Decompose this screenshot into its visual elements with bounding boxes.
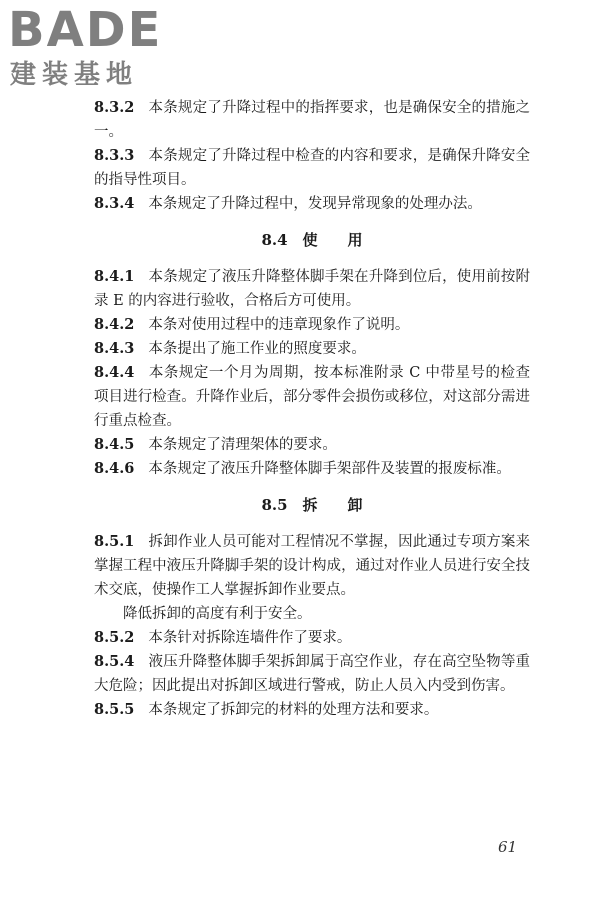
clause-paragraph [94, 337, 530, 361]
clause-text: 拆卸作业人员可能对工程情况不掌握，因此通过专项方案来掌握工程中液压升降脚手架的设计构成，通过对作业人员进行安全技术交底，使操作工人掌握拆卸作业要点。 [94, 534, 530, 598]
clause-number: 8.5.4 [94, 653, 135, 670]
paragraph: 降低拆卸的高度有利于安全。 [123, 606, 312, 622]
clause-paragraph [94, 313, 530, 337]
clause-paragraph [94, 626, 530, 650]
clause-paragraph [94, 457, 530, 481]
clause-text: 本条规定了升降过程中检查的内容和要求，是确保升降安全的指导性项目。 [94, 148, 530, 188]
clause-paragraph [94, 698, 530, 722]
document-body [94, 96, 530, 722]
clause-text: 本条规定了液压升降整体脚手架在升降到位后，使用前按附录 E 的内容进行验收，合格后方可使用。 [94, 269, 530, 309]
clause-number: 8.4.1 [94, 268, 135, 285]
clause-number: 8.5.1 [94, 533, 135, 550]
clause-number: 8.5.5 [94, 701, 135, 718]
clause-number: 8.3.4 [94, 195, 135, 212]
page-number: 61 [498, 838, 518, 856]
logo-latin-text: BADE [8, 2, 163, 58]
clause-number: 8.4.4 [94, 364, 135, 381]
clause-paragraph [94, 361, 530, 433]
bade-logo [8, 4, 178, 94]
clause-text: 本条规定了液压升降整体脚手架部件及装置的报废标准。 [148, 461, 511, 477]
clause-number: 8.4.6 [94, 460, 135, 477]
clause-text: 本条提出了施工作业的照度要求。 [148, 341, 366, 357]
clause-text: 本条规定了清理架体的要求。 [148, 437, 337, 453]
clause-paragraph [94, 530, 530, 602]
clause-text: 本条规定一个月为周期，按本标准附录 C 中带星号的检查项目进行检查。升降作业后，部分零件会损伤或移位，对这部分需进行重点检查。 [94, 365, 530, 429]
clause-text: 本条对使用过程中的违章现象作了说明。 [148, 317, 410, 333]
clause-text: 液压升降整体脚手架拆卸属于高空作业，存在高空坠物等重大危险；因此提出对拆卸区域进行警戒，防止人员入内受到伤害。 [94, 654, 530, 694]
clause-paragraph [94, 144, 530, 192]
clause-number: 8.4.5 [94, 436, 135, 453]
clause-number: 8.3.2 [94, 99, 135, 116]
clause-paragraph [94, 96, 530, 144]
clause-paragraph [94, 650, 530, 698]
logo-chinese-text: 建装基地 [10, 60, 139, 90]
clause-number: 8.3.3 [94, 147, 135, 164]
clause-text: 本条规定了拆卸完的材料的处理方法和要求。 [148, 702, 439, 718]
clause-number: 8.4.3 [94, 340, 135, 357]
clause-paragraph [94, 265, 530, 313]
clause-paragraph [94, 433, 530, 457]
clause-number: 8.4.2 [94, 316, 135, 333]
clause-paragraph [94, 192, 530, 216]
section-heading: 8.4 使 用 [261, 231, 363, 249]
clause-text: 本条针对拆除连墙件作了要求。 [148, 630, 352, 646]
clause-text: 本条规定了升降过程中的指挥要求，也是确保安全的措施之一。 [94, 100, 530, 140]
section-heading: 8.5 拆 卸 [261, 496, 363, 514]
clause-number: 8.5.2 [94, 629, 135, 646]
clause-text: 本条规定了升降过程中，发现异常现象的处理办法。 [148, 196, 482, 212]
